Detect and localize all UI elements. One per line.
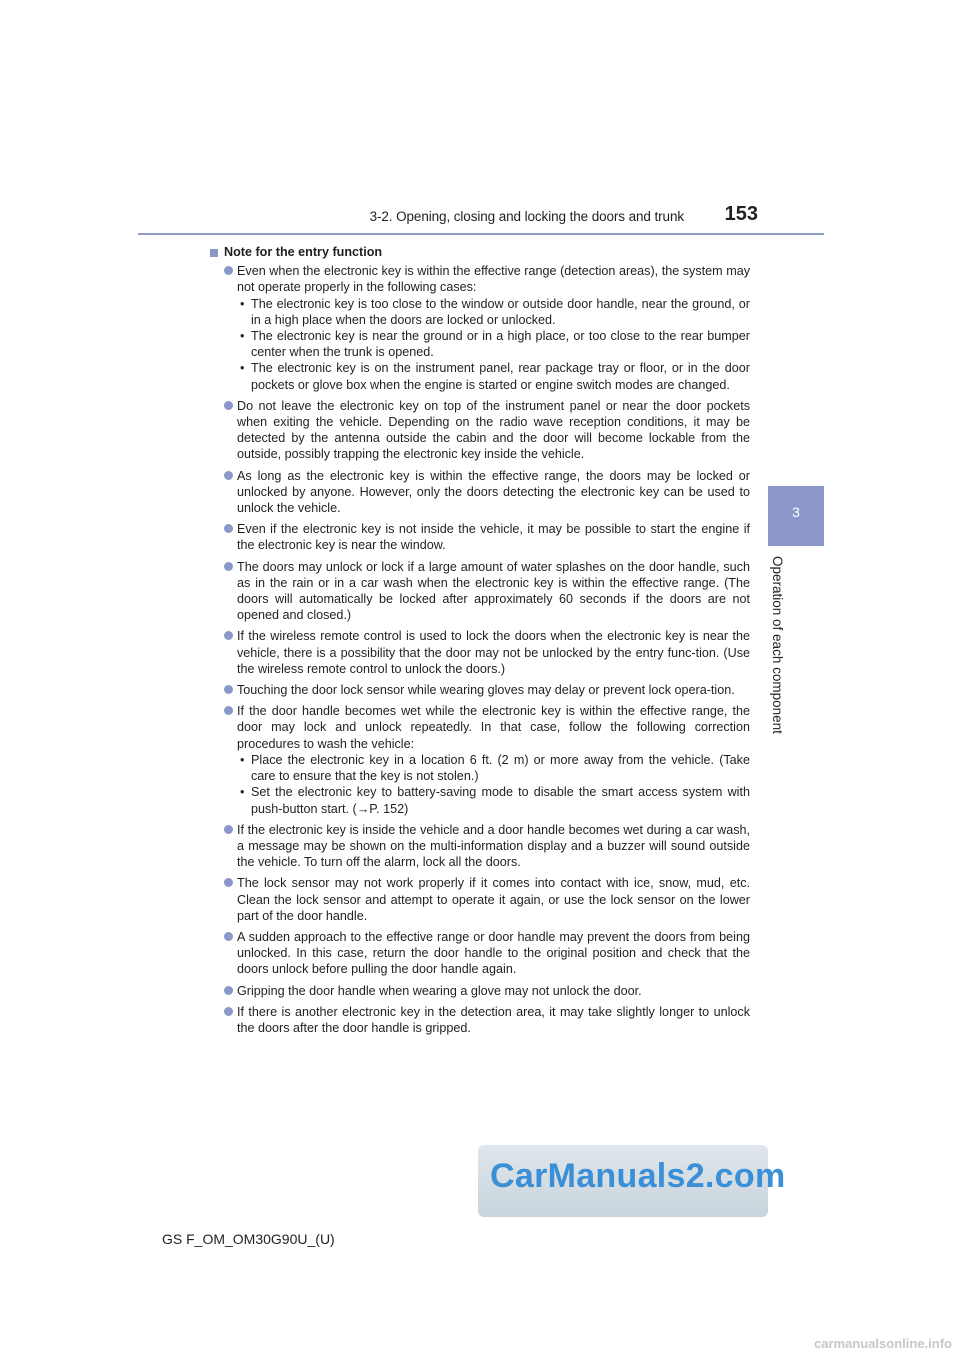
list-item-text: If the electronic key is inside the vehicle and a door handle becomes wet during a car wash, a message may be shown on the multi-information display and a buzzer will sound outside the vehicle. To turn off the alarm, lock all the doors. bbox=[237, 822, 750, 870]
list-item bbox=[210, 703, 750, 816]
sub-list-item-text: The electronic key is near the ground or in a high place, or too close to the rear bumper center when the trunk is opened. bbox=[251, 329, 750, 360]
list-item-text: Even when the electronic key is within the effective range (detection areas), the system may not operate properly in the following cases: bbox=[237, 264, 750, 295]
watermark-logo bbox=[478, 1145, 786, 1217]
page-number: 153 bbox=[724, 203, 758, 225]
sub-list-item-text: Set the electronic key to battery-saving mode to disable the smart access system with push-button start. (→P. 152) bbox=[251, 785, 750, 816]
chapter-label bbox=[768, 556, 796, 756]
circle-bullet-icon bbox=[224, 266, 233, 275]
circle-bullet-icon bbox=[224, 932, 233, 941]
chapter-number: 3 bbox=[792, 504, 800, 520]
header-rule bbox=[138, 233, 824, 235]
sub-list-item bbox=[237, 296, 750, 328]
list-item-text: If the wireless remote control is used to lock the doors when the electronic key is near the vehicle, there is a possibility that the door may not be unlocked by the entry func-tion. (Use the wireless remote control to unlock the doors.) bbox=[237, 629, 750, 676]
list-item-text: Gripping the door handle when wearing a glove may not unlock the door. bbox=[237, 983, 642, 998]
list-item bbox=[210, 875, 750, 924]
chapter-label-text: Operation of each component bbox=[770, 556, 785, 734]
list-item bbox=[210, 521, 750, 553]
dot-bullet-icon: • bbox=[240, 329, 245, 344]
list-item-text: Touching the door lock sensor while wearing gloves may delay or prevent lock opera-tion. bbox=[237, 683, 735, 698]
dot-bullet-icon: • bbox=[240, 361, 245, 376]
list-item bbox=[210, 559, 750, 624]
page-header bbox=[138, 203, 824, 233]
sub-list-item bbox=[237, 752, 750, 784]
circle-bullet-icon bbox=[224, 685, 233, 694]
circle-bullet-icon bbox=[224, 401, 233, 410]
chapter-tab bbox=[768, 486, 824, 546]
circle-bullet-icon bbox=[224, 631, 233, 640]
list-item bbox=[210, 682, 750, 698]
sub-list-item-text: Place the electronic key in a location 6 ft. (2 m) or more away from the vehicle. (Take care to ensure that the key is not stolen.) bbox=[251, 752, 750, 784]
list-item bbox=[210, 983, 750, 999]
dot-bullet-icon: • bbox=[240, 752, 245, 767]
list-item-text: Even if the electronic key is not inside the vehicle, it may be possible to start the engine if the electronic key is near the window. bbox=[237, 522, 750, 553]
circle-bullet-icon bbox=[224, 471, 233, 480]
list-item-text: The lock sensor may not work properly if it comes into contact with ice, snow, mud, etc. Clean the lock sensor and attempt to operate it again, or use the lock sensor on the lower part of the door handle. bbox=[237, 876, 750, 923]
list-item-text: The doors may unlock or lock if a large amount of water splashes on the door handle, such as in the rain or in a car wash when the electronic key is within the effective range. (The doors will automatically be locked after approximately 60 seconds if the doors are not opened and closed.) bbox=[237, 559, 750, 623]
list-item-text: If the door handle becomes wet while the electronic key is within the effective range, the door may lock and unlock repeatedly. In that case, follow the following correction procedures to wash the vehicle: bbox=[237, 704, 750, 751]
list-item-text: If there is another electronic key in the detection area, it may take slightly longer to unlock the doors after the door handle is gripped. bbox=[237, 1004, 750, 1035]
circle-bullet-icon bbox=[224, 1007, 233, 1016]
list-item bbox=[210, 398, 750, 463]
list-item bbox=[210, 468, 750, 517]
sub-list bbox=[237, 752, 750, 817]
sub-list-item-text: The electronic key is on the instrument panel, rear package tray or floor, or in the door pockets or glove box when the engine is started or engine switch modes are changed. bbox=[251, 361, 750, 392]
circle-bullet-icon bbox=[224, 986, 233, 995]
circle-bullet-icon bbox=[224, 706, 233, 715]
watermark-text: CarManuals2.com bbox=[490, 1157, 786, 1195]
heading-text: Note for the entry function bbox=[224, 245, 383, 259]
sub-list-item bbox=[237, 360, 750, 392]
circle-bullet-icon bbox=[224, 524, 233, 533]
circle-bullet-icon bbox=[224, 878, 233, 887]
dot-bullet-icon: • bbox=[240, 785, 245, 800]
list-item bbox=[210, 628, 750, 677]
dot-bullet-icon: • bbox=[240, 296, 245, 311]
list-item bbox=[210, 822, 750, 871]
footer-code: GS F_OM_OM30G90U_(U) bbox=[162, 1231, 335, 1247]
sub-list bbox=[237, 296, 750, 393]
list-item bbox=[210, 263, 750, 393]
circle-bullet-icon bbox=[224, 825, 233, 834]
sub-list-item bbox=[237, 784, 750, 816]
sub-list-item-text: The electronic key is too close to the window or outside door handle, near the ground, or in a high place when the doors are locked or unlocked. bbox=[251, 296, 750, 327]
list-item bbox=[210, 929, 750, 978]
bottom-url: carmanualsonline.info bbox=[814, 1336, 952, 1351]
content bbox=[210, 244, 750, 1041]
section-heading bbox=[210, 244, 750, 260]
list-item bbox=[210, 1004, 750, 1036]
square-bullet-icon bbox=[210, 249, 218, 257]
circle-bullet-icon bbox=[224, 562, 233, 571]
list-item-text: As long as the electronic key is within the effective range, the doors may be locked or unlocked by anyone. However, only the doors detecting the electronic key can be used to unlock the vehicle. bbox=[237, 468, 750, 516]
bullet-list bbox=[210, 263, 750, 1036]
list-item-text: A sudden approach to the effective range or door handle may prevent the doors from being unlocked. In this case, return the door handle to the original position and check that the doors unlock before pulling the door handle again. bbox=[237, 929, 750, 977]
section-title: 3-2. Opening, closing and locking the doors and trunk bbox=[369, 209, 684, 224]
sub-list-item bbox=[237, 328, 750, 360]
list-item-text: Do not leave the electronic key on top of the instrument panel or near the door pockets when exiting the vehicle. Depending on the radio wave reception conditions, it may be detected by the antenna outside the cabin and the door will become lockable from the outside, possibly trapping the electronic key inside the vehicle. bbox=[237, 398, 750, 462]
